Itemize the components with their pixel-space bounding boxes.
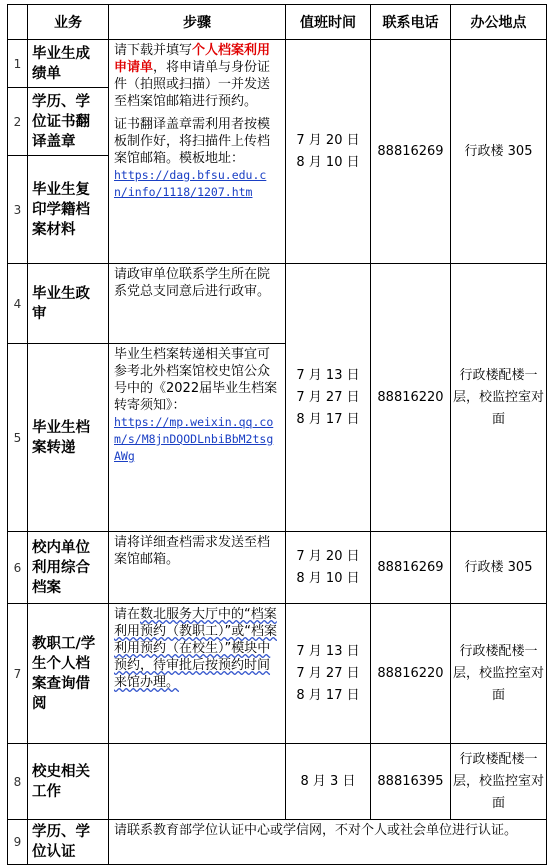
application-form-name: 个人档案利用申请单 <box>114 43 271 75</box>
row-number: 1 <box>8 40 28 88</box>
phone-cell: 88816269 <box>371 40 451 264</box>
steps-cell <box>109 344 286 532</box>
business-name: 毕业生复印学籍档案材料 <box>28 156 109 264</box>
steps-text: 请下载并填写 <box>114 43 193 58</box>
duty-cell <box>286 40 371 264</box>
business-name: 毕业生档案转递 <box>28 344 109 532</box>
business-name: 毕业生成绩单 <box>28 40 109 88</box>
header-office: 办公地点 <box>451 5 547 40</box>
duty-cell: 8 月 3 日 <box>286 744 371 820</box>
steps-text: 证书翻译盖章需利用者按模板制作好，将扫描件上传档案馆邮箱。模板地址： <box>114 117 271 166</box>
duty-cell <box>286 264 371 532</box>
table-row <box>8 532 547 604</box>
steps-cell <box>109 40 286 264</box>
table-row <box>8 820 547 865</box>
office-cell: 行政楼 305 <box>451 532 547 604</box>
row-number: 8 <box>8 744 28 820</box>
header-business: 业务 <box>28 5 109 40</box>
table-row <box>8 604 547 744</box>
table-row <box>8 264 547 344</box>
steps-cell <box>109 604 286 744</box>
duty-date: 8 月 10 日 <box>296 154 360 170</box>
header-steps: 步骤 <box>109 5 286 40</box>
phone-cell: 88816395 <box>371 744 451 820</box>
duty-date: 7 月 27 日 <box>296 389 360 405</box>
duty-date: 8 月 17 日 <box>296 687 360 703</box>
header-phone: 联系电话 <box>371 5 451 40</box>
duty-date: 8 月 10 日 <box>296 570 360 586</box>
row-number: 4 <box>8 264 28 344</box>
template-link[interactable]: https://dag.bfsu.edu.cn/info/1118/1207.htm <box>114 168 267 199</box>
table-row <box>8 744 547 820</box>
row-number: 7 <box>8 604 28 744</box>
business-name: 学历、学位证书翻译盖章 <box>28 88 109 156</box>
office-cell: 行政楼 305 <box>451 40 547 264</box>
steps-cell: 请政审单位联系学生所在院系党总支同意后进行政审。 <box>109 264 286 344</box>
office-cell: 行政楼配楼一层，校监控室对面 <box>451 744 547 820</box>
duty-cell <box>286 604 371 744</box>
office-cell: 行政楼配楼一层，校监控室对面 <box>451 604 547 744</box>
steps-cell: 请将详细查档需求发送至档案馆邮箱。 <box>109 532 286 604</box>
header-duty: 值班时间 <box>286 5 371 40</box>
business-name: 学历、学位认证 <box>28 820 109 865</box>
row-number: 3 <box>8 156 28 264</box>
business-name: 校内单位利用综合档案 <box>28 532 109 604</box>
business-name: 教职工/学生个人档案查询借阅 <box>28 604 109 744</box>
duty-date: 7 月 20 日 <box>296 548 360 564</box>
table-row <box>8 40 547 88</box>
header-num <box>8 5 28 40</box>
row-number: 6 <box>8 532 28 604</box>
header-row <box>8 5 547 40</box>
business-name: 校史相关工作 <box>28 744 109 820</box>
steps-text: 数北服务大厅中的“档案利用预约（教职工）”或“档案利用预约（在校生）”模块中预约，待审批后按预约时间来馆办理。 <box>114 607 277 690</box>
row-number: 9 <box>8 820 28 865</box>
row-number: 2 <box>8 88 28 156</box>
transfer-notice-link[interactable]: https://mp.weixin.qq.com/s/M8jnDQODLnbiBbM2tsgAWg <box>114 415 274 463</box>
phone-cell: 88816220 <box>371 264 451 532</box>
steps-cell: 请联系教育部学位认证中心或学信网，不对个人或社会单位进行认证。 <box>109 820 547 865</box>
steps-text: 请在 <box>114 607 141 622</box>
steps-text: 毕业生档案转递相关事宜可参考北外档案馆校史馆公众号中的《2022届毕业生档案转寄须知》： <box>114 347 278 413</box>
duty-date: 8 月 17 日 <box>296 411 360 427</box>
duty-date: 7 月 13 日 <box>296 367 360 383</box>
steps-text: ，将申请单与身份证件（拍照或扫描）一并发送至档案馆邮箱进行预约。 <box>114 60 271 109</box>
duty-date: 7 月 13 日 <box>296 643 360 659</box>
row-number: 5 <box>8 344 28 532</box>
duty-cell <box>286 532 371 604</box>
phone-cell: 88816269 <box>371 532 451 604</box>
office-cell: 行政楼配楼一层，校监控室对面 <box>451 264 547 532</box>
steps-cell <box>109 744 286 820</box>
phone-cell: 88816220 <box>371 604 451 744</box>
duty-date: 7 月 27 日 <box>296 665 360 681</box>
business-name: 毕业生政审 <box>28 264 109 344</box>
duty-date: 7 月 20 日 <box>296 132 360 148</box>
archive-services-table <box>7 4 547 865</box>
